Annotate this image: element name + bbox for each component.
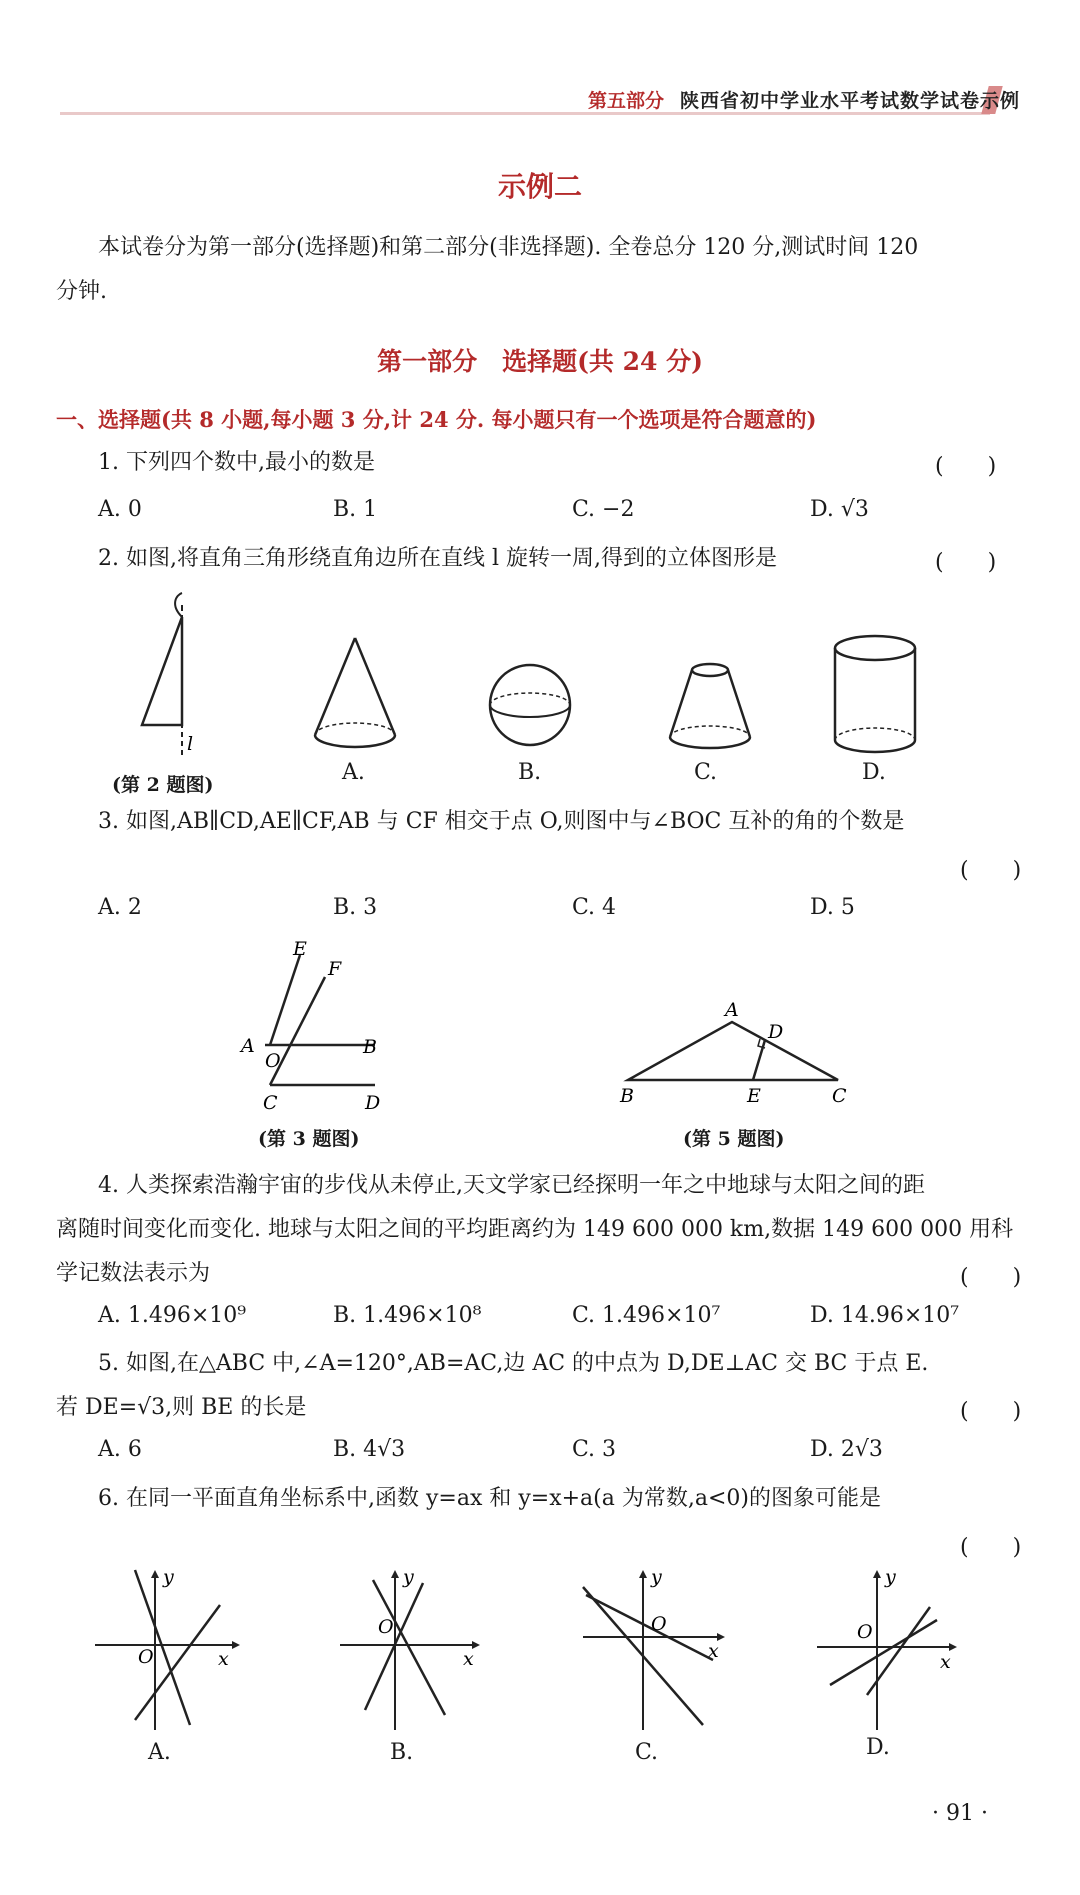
q2-option-d: D. <box>862 760 886 785</box>
q1-option-a: A. 0 <box>98 497 142 522</box>
q4-option-d: D. 14.96×10⁷ <box>810 1303 960 1328</box>
q5-figure-caption: (第 5 题图) <box>683 1128 785 1150</box>
q3-option-d: D. 5 <box>810 895 855 920</box>
q2-triangle-figure <box>120 585 220 760</box>
axis-y-label: y <box>885 1566 896 1588</box>
intro-line2: 分钟. <box>56 279 107 304</box>
q5-option-c: C. 3 <box>572 1437 617 1462</box>
origin-label: O <box>857 1621 873 1643</box>
q5-answer-paren: ( ) <box>960 1399 1022 1424</box>
q6-graph-a <box>90 1565 250 1735</box>
part-title: 第一部分 选择题(共 24 分) <box>377 347 703 376</box>
origin-label: O <box>138 1646 154 1668</box>
q3-figure-caption: (第 3 题图) <box>258 1128 360 1150</box>
q5-option-a: A. 6 <box>98 1437 142 1462</box>
intro-line1: 本试卷分为第一部分(选择题)和第二部分(非选择题). 全卷总分 120 分,测试时间 120 <box>98 235 919 260</box>
point-o: O <box>265 1050 281 1072</box>
q5-triangle-figure <box>610 1000 860 1115</box>
axis-y-label: y <box>651 1566 662 1588</box>
point-f: F <box>328 958 342 980</box>
header-part: 第五部分 <box>588 90 665 112</box>
q2-figure-caption: (第 2 题图) <box>112 774 214 796</box>
q2-option-b: B. <box>518 760 542 785</box>
q1-option-c: C. −2 <box>572 497 635 522</box>
section-title: 一、选择题(共 8 小题,每小题 3 分,计 24 分. 每小题只有一个选项是符合题意的) <box>56 407 817 432</box>
page-number: · 91 · <box>932 1801 988 1826</box>
q2-option-c: C. <box>694 760 718 785</box>
q6-option-d: D. <box>866 1735 890 1760</box>
cone-figure <box>300 630 410 760</box>
point-e: E <box>293 938 307 960</box>
point-a: A <box>725 1000 739 1021</box>
axis-y-label: y <box>403 1566 414 1588</box>
q3-stem: 3. 如图,AB∥CD,AE∥CF,AB 与 CF 相交于点 O,则图中与∠BOC 互补的角的个数是 <box>98 809 905 834</box>
q5-line2: 若 DE=√3,则 BE 的长是 <box>56 1395 307 1420</box>
point-b: B <box>620 1085 634 1107</box>
q5-option-d: D. 2√3 <box>810 1437 883 1462</box>
axis-x-label: x <box>940 1651 951 1673</box>
q1-option-b: B. 1 <box>333 497 378 522</box>
rotation-arrow-icon <box>175 593 182 617</box>
q2-stem: 2. 如图,将直角三角形绕直角边所在直线 l 旋转一周,得到的立体图形是 <box>98 546 777 571</box>
q4-option-b: B. 1.496×10⁸ <box>333 1303 482 1328</box>
exam-title: 示例二 <box>497 170 582 203</box>
q4-line2: 离随时间变化而变化. 地球与太阳之间的平均距离约为 149 600 000 km,数据 149 600 000 用科 <box>56 1217 1014 1242</box>
axis-x-label: x <box>708 1640 719 1662</box>
q6-graph-c <box>578 1565 738 1735</box>
q2-answer-paren: ( ) <box>935 550 997 575</box>
q1-answer-paren: ( ) <box>935 454 997 479</box>
origin-label: O <box>378 1616 394 1638</box>
axis-y-label: y <box>163 1566 174 1588</box>
q4-answer-paren: ( ) <box>960 1265 1022 1290</box>
q6-option-a: A. <box>148 1740 171 1765</box>
axis-x-label: x <box>218 1648 229 1670</box>
q6-option-c: C. <box>635 1740 659 1765</box>
q4-line1: 4. 人类探索浩瀚宇宙的步伐从未停止,天文学家已经探明一年之中地球与太阳之间的距 <box>98 1173 925 1198</box>
q3-option-b: B. 3 <box>333 895 378 920</box>
q5-option-b: B. 4√3 <box>333 1437 406 1462</box>
q4-option-a: A. 1.496×10⁹ <box>98 1303 247 1328</box>
origin-label: O <box>651 1613 667 1635</box>
sphere-figure <box>480 655 580 755</box>
frustum-figure <box>655 655 765 755</box>
q6-option-b: B. <box>390 1740 414 1765</box>
q4-line3: 学记数法表示为 <box>56 1261 211 1286</box>
q5-line1: 5. 如图,在△ABC 中,∠A=120°,AB=AC,边 AC 的中点为 D,DE⊥AC 交 BC 于点 E. <box>98 1351 929 1376</box>
q4-option-c: C. 1.496×10⁷ <box>572 1303 721 1328</box>
point-c: C <box>832 1085 847 1107</box>
axis-label-l: l <box>187 733 194 755</box>
cylinder-figure <box>825 632 925 760</box>
q2-option-a: A. <box>342 760 365 785</box>
point-b: B <box>363 1036 377 1058</box>
point-e: E <box>747 1085 761 1107</box>
q6-answer-paren: ( ) <box>960 1535 1022 1560</box>
point-d: D <box>768 1021 784 1043</box>
q3-answer-paren: ( ) <box>960 858 1022 883</box>
q6-graph-d <box>812 1565 972 1735</box>
q3-option-c: C. 4 <box>572 895 617 920</box>
header-title: 陕西省初中学业水平考试数学试卷示例 <box>680 90 1021 112</box>
q3-figure <box>235 935 395 1115</box>
point-c: C <box>263 1092 278 1114</box>
q6-graph-b <box>335 1565 495 1735</box>
point-a: A <box>241 1035 255 1057</box>
axis-x-label: x <box>463 1648 474 1670</box>
point-d: D <box>365 1092 381 1114</box>
q1-stem: 1. 下列四个数中,最小的数是 <box>98 450 375 475</box>
q6-stem: 6. 在同一平面直角坐标系中,函数 y=ax 和 y=x+a(a 为常数,a<0)的图象可能是 <box>98 1486 881 1511</box>
q3-option-a: A. 2 <box>98 895 142 920</box>
q1-option-d: D. √3 <box>810 497 869 522</box>
right-triangle <box>142 617 182 725</box>
